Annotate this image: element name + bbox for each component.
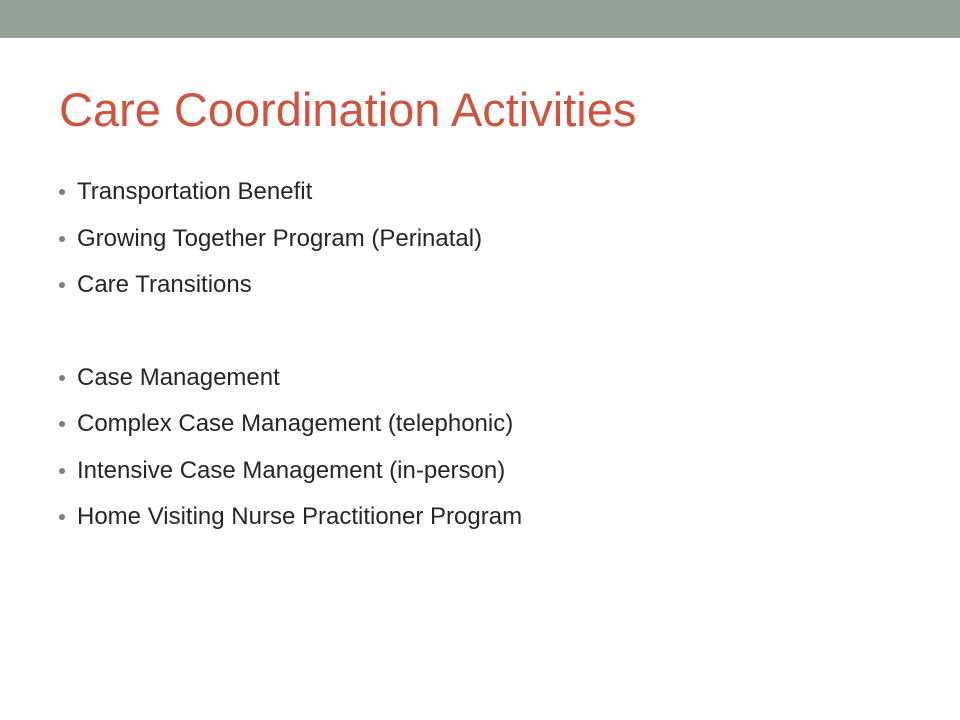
bullet-text: Transportation Benefit <box>77 178 313 205</box>
top-color-band <box>0 0 960 38</box>
bullet-dot-icon <box>59 514 65 520</box>
bullet-dot-icon <box>59 282 65 288</box>
bullet-dot-icon <box>59 236 65 242</box>
bullet-text: Growing Together Program (Perinatal) <box>77 225 483 252</box>
bullet-text: Case Management <box>77 364 280 391</box>
bullet-dot-icon <box>59 468 65 474</box>
bullet-text: Intensive Case Management (in-person) <box>77 457 506 484</box>
bullet-text: Care Transitions <box>77 271 252 298</box>
bullet-text: Complex Case Management (telephonic) <box>77 410 514 437</box>
bullet-dot-icon <box>59 421 65 427</box>
bullet-dot-icon <box>59 375 65 381</box>
bullet-text: Home Visiting Nurse Practitioner Program <box>77 503 523 530</box>
slide-title: Care Coordination Activities <box>59 83 637 136</box>
bullet-dot-icon <box>59 189 65 195</box>
